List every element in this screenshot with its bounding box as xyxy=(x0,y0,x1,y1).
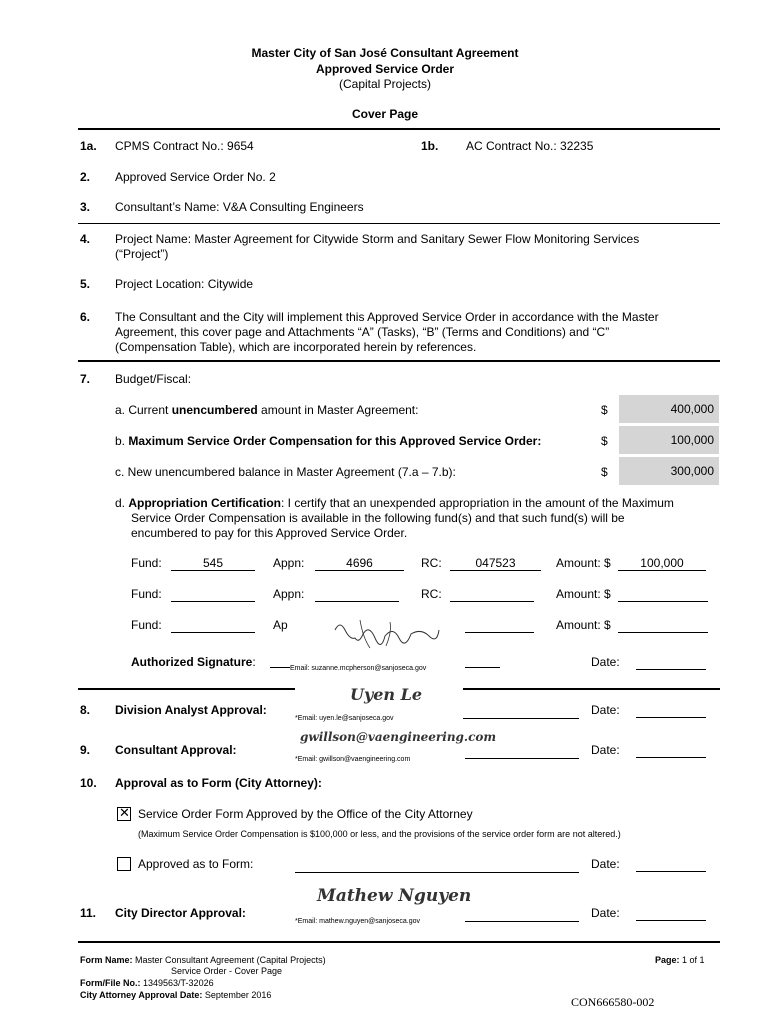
item-number: 1b. xyxy=(421,139,439,153)
appn-field[interactable]: 4696 xyxy=(315,556,404,571)
item-number: 4. xyxy=(80,232,91,246)
division-analyst-email: *Email: uyen.le@sanjoseca.gov xyxy=(295,715,394,722)
dollar-sign: $ xyxy=(601,403,608,417)
max-compensation-label: b. Maximum Service Order Compensation for this Approved Service Order: xyxy=(115,434,542,448)
dollar-sign: $ xyxy=(601,434,608,448)
project-name-cont: (“Project”) xyxy=(115,247,169,261)
item-number: 7. xyxy=(80,372,91,386)
consultant-name: Consultant’s Name: V&A Consulting Engineers xyxy=(115,200,364,214)
implementation-text-1: The Consultant and the City will implement this Approved Service Order in accordance with the Master xyxy=(115,310,659,324)
consultant-email: *Email: gwillson@vaengineering.com xyxy=(295,756,411,763)
item-number: 2. xyxy=(80,170,91,184)
max-compensation-value[interactable]: 100,000 xyxy=(619,426,719,454)
date-label: Date: xyxy=(591,906,620,920)
item-number: 6. xyxy=(80,310,91,324)
doc-subtitle-2: (Capital Projects) xyxy=(338,77,432,91)
amount-field[interactable]: 100,000 xyxy=(618,556,706,571)
appn-label: Appn: xyxy=(273,556,305,570)
date-label: Date: xyxy=(591,743,620,757)
date-field[interactable] xyxy=(636,655,706,670)
amount-field[interactable] xyxy=(618,587,708,602)
city-director-email: *Email: mathew.nguyen@sanjoseca.gov xyxy=(295,918,421,925)
fund-field[interactable] xyxy=(171,618,255,633)
signature-overlay xyxy=(295,880,472,926)
form-name-2: Service Order - Cover Page xyxy=(171,966,283,976)
division-analyst-label: Division Analyst Approval: xyxy=(115,703,267,717)
date-field[interactable] xyxy=(636,857,706,872)
date-label: Date: xyxy=(591,655,620,669)
amount-label: Amount: $ xyxy=(556,587,611,601)
fund-field[interactable] xyxy=(171,587,255,602)
appropriation-certification-2: Service Order Compensation is available in the following fund(s) and that such fund(s) will be xyxy=(131,511,625,525)
budget-heading: Budget/Fiscal: xyxy=(115,372,192,386)
page-number: Page: 1 of 1 xyxy=(655,955,705,965)
cover-page-heading: Cover Page xyxy=(351,107,419,121)
attorney-approval-date: City Attorney Approval Date: September 2016 xyxy=(80,990,272,1000)
signature-overlay xyxy=(295,728,497,764)
approved-by-attorney-text: Service Order Form Approved by the Office of the City Attorney xyxy=(138,807,473,821)
rc-field[interactable]: 047523 xyxy=(450,556,541,571)
item-number: 1a. xyxy=(80,139,97,153)
form-file-number: Form/File No.: 1349563/T-32026 xyxy=(80,978,214,988)
fund-label: Fund: xyxy=(131,618,162,632)
item-number: 5. xyxy=(80,277,91,291)
appn-field[interactable] xyxy=(315,587,399,602)
amount-label: Amount: $ xyxy=(556,556,611,570)
signature-line[interactable] xyxy=(295,872,579,873)
city-director-approval-label: City Director Approval: xyxy=(115,906,246,920)
divider xyxy=(78,128,720,130)
fund-label: Fund: xyxy=(131,587,162,601)
new-balance-label: c. New unencumbered balance in Master Agreement (7.a – 7.b): xyxy=(115,465,456,479)
fund-label: Fund: xyxy=(131,556,162,570)
divider xyxy=(78,360,720,362)
appropriation-certification-1: d. Appropriation Certification: I certify that an unexpended appropriation in the amount of the Maximum xyxy=(115,496,674,510)
rc-label: RC: xyxy=(421,587,442,601)
rc-label: RC: xyxy=(421,556,442,570)
date-label: Date: xyxy=(591,857,620,871)
approved-as-to-form-checkbox[interactable] xyxy=(117,857,131,871)
date-field[interactable] xyxy=(636,906,706,921)
fund-field[interactable]: 545 xyxy=(171,556,255,571)
new-balance-value[interactable]: 300,000 xyxy=(619,457,719,485)
date-field[interactable] xyxy=(636,743,706,758)
item-number: 11. xyxy=(80,906,97,920)
amount-label: Amount: $ xyxy=(556,618,611,632)
authorized-signature-label: Authorized Signature: xyxy=(131,655,256,669)
consultant-signature: gwillson@vaengineering.com xyxy=(300,730,497,744)
doc-subtitle: Approved Service Order xyxy=(315,62,455,76)
appn-label-partial: Ap xyxy=(273,618,288,632)
authorized-email: Email: suzanne.mcpherson@sanjoseca.gov xyxy=(290,665,427,672)
project-name: Project Name: Master Agreement for Citywide Storm and Sanitary Sewer Flow Monitoring Services xyxy=(115,232,640,246)
consultant-approval-label: Consultant Approval: xyxy=(115,743,237,757)
implementation-text-2: Agreement, this cover page and Attachments “A” (Tasks), “B” (Terms and Conditions) and “C” xyxy=(115,325,610,339)
division-analyst-signature: Uyen Le xyxy=(350,685,423,704)
current-unencumbered-value[interactable]: 400,000 xyxy=(619,395,719,423)
cpms-contract: CPMS Contract No.: 9654 xyxy=(115,139,254,153)
signature-overlay xyxy=(290,612,465,674)
approved-as-to-form-text: Approved as to Form: xyxy=(138,857,254,871)
amount-field[interactable] xyxy=(618,618,708,633)
current-unencumbered-label: a. Current unencumbered amount in Master Agreement: xyxy=(115,403,419,417)
doc-title: Master City of San José Consultant Agreement xyxy=(251,46,519,60)
appn-label: Appn: xyxy=(273,587,305,601)
date-field[interactable] xyxy=(636,703,706,718)
divider xyxy=(78,223,720,224)
ac-contract: AC Contract No.: 32235 xyxy=(466,139,594,153)
appropriation-certification-3: encumbered to pay for this Approved Service Order. xyxy=(131,526,408,540)
implementation-text-3: (Compensation Table), which are incorporated herein by references. xyxy=(115,340,477,354)
city-attorney-approval-label: Approval as to Form (City Attorney): xyxy=(115,776,322,790)
item-number: 9. xyxy=(80,743,91,757)
service-order-number: Approved Service Order No. 2 xyxy=(115,170,276,184)
item-number: 3. xyxy=(80,200,91,214)
city-director-signature: Mathew Nguyen xyxy=(317,886,472,906)
item-number: 8. xyxy=(80,703,91,717)
authorized-signature-image xyxy=(290,612,465,660)
rc-field[interactable] xyxy=(450,587,534,602)
form-name: Form Name: Master Consultant Agreement (Capital Projects) xyxy=(80,955,326,965)
checkmark-icon: ✕ xyxy=(119,805,130,820)
item-number: 10. xyxy=(80,776,97,790)
signature-overlay xyxy=(295,682,463,724)
dollar-sign: $ xyxy=(601,465,608,479)
attorney-note: (Maximum Service Order Compensation is $100,000 or less, and the provisions of the service order form are not altered.) xyxy=(138,829,621,839)
footer-divider xyxy=(78,941,720,943)
con-number: CON666580-002 xyxy=(571,995,655,1009)
project-location: Project Location: Citywide xyxy=(115,277,254,291)
approved-by-attorney-checkbox[interactable] xyxy=(117,807,131,821)
date-label: Date: xyxy=(591,703,620,717)
